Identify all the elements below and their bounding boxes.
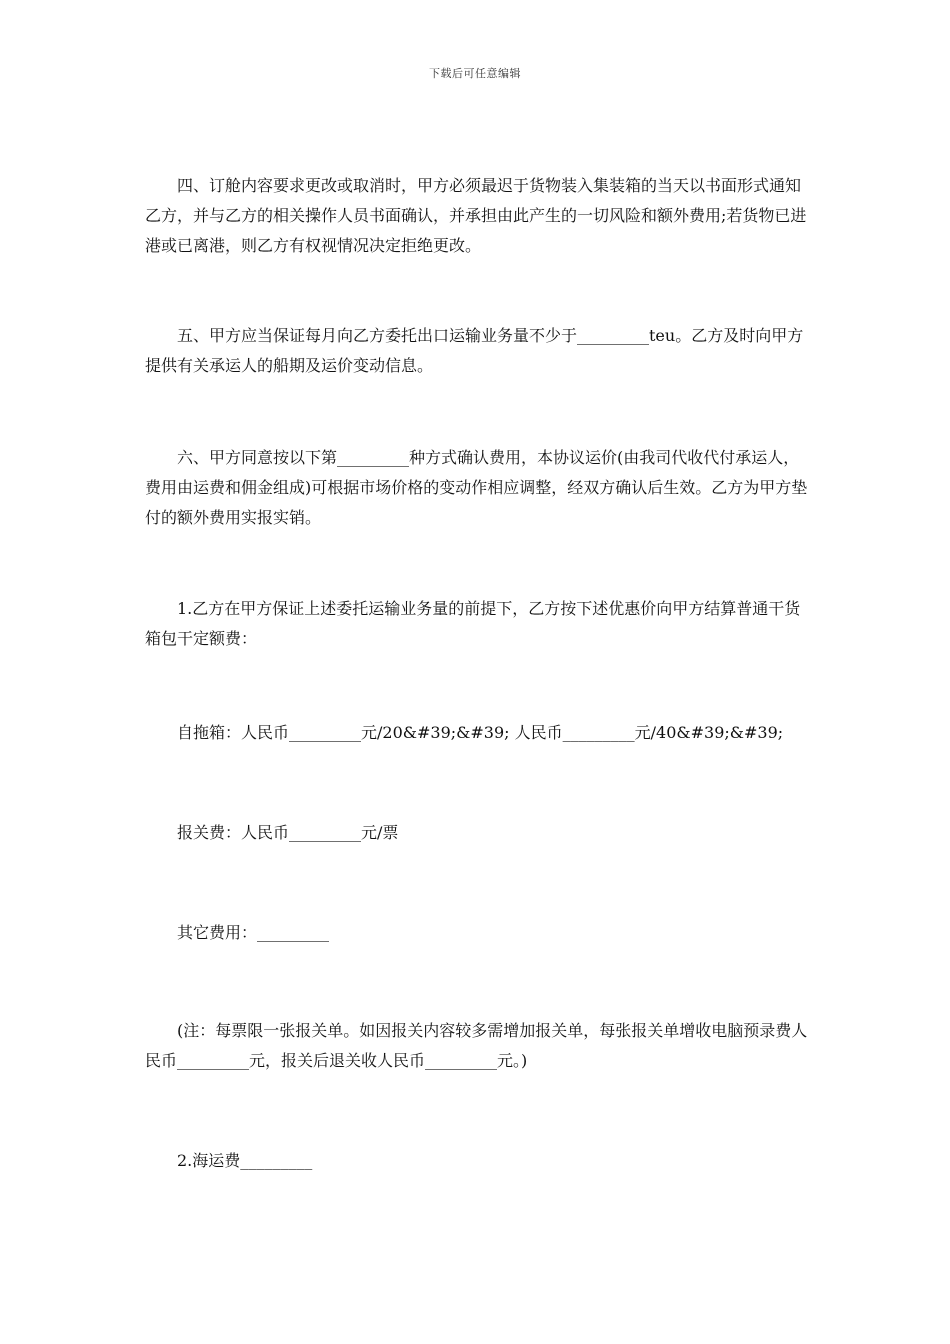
clause-four-paragraph: 四、订舱内容要求更改或取消时，甲方必须最迟于货物装入集装箱的当天以书面形式通知乙方，并与乙方的相关操作人员书面确认，并承担由此产生的一切风险和额外费用;若货物已进港或已离港，则乙方有权视情况决定拒绝更改。 [145,176,807,255]
page-header: 下载后可任意编辑 [429,67,521,80]
note-paragraph: (注：每票限一张报关单。如因报关内容较多需增加报关单，每张报关单增收电脑预录费人民币_________元，报关后退关收人民币_________元。) [145,1021,808,1070]
item-one-paragraph: 1.乙方在甲方保证上述委托运输业务量的前提下，乙方按下述优惠价向甲方结算普通干货箱包干定额费： [145,599,801,648]
self-haul-container-fee: 自拖箱：人民币_________元/20&#39;&#39; 人民币_________元/40&#39;&#39; [177,723,784,742]
other-fees: 其它费用：_________ [177,923,330,942]
ocean-freight-item: 2.海运费_________ [177,1151,313,1170]
clause-six-paragraph: 六、甲方同意按以下第_________种方式确认费用，本协议运价(由我司代收代付承运人，费用由运费和佣金组成)可根据市场价格的变动作相应调整，经双方确认后生效。乙方为甲方垫付的额外费用实报实销。 [145,448,808,527]
clause-five-paragraph: 五、甲方应当保证每月向乙方委托出口运输业务量不少于_________teu。乙方及时向甲方提供有关承运人的船期及运价变动信息。 [145,326,804,375]
customs-declaration-fee: 报关费：人民币_________元/票 [177,823,399,842]
